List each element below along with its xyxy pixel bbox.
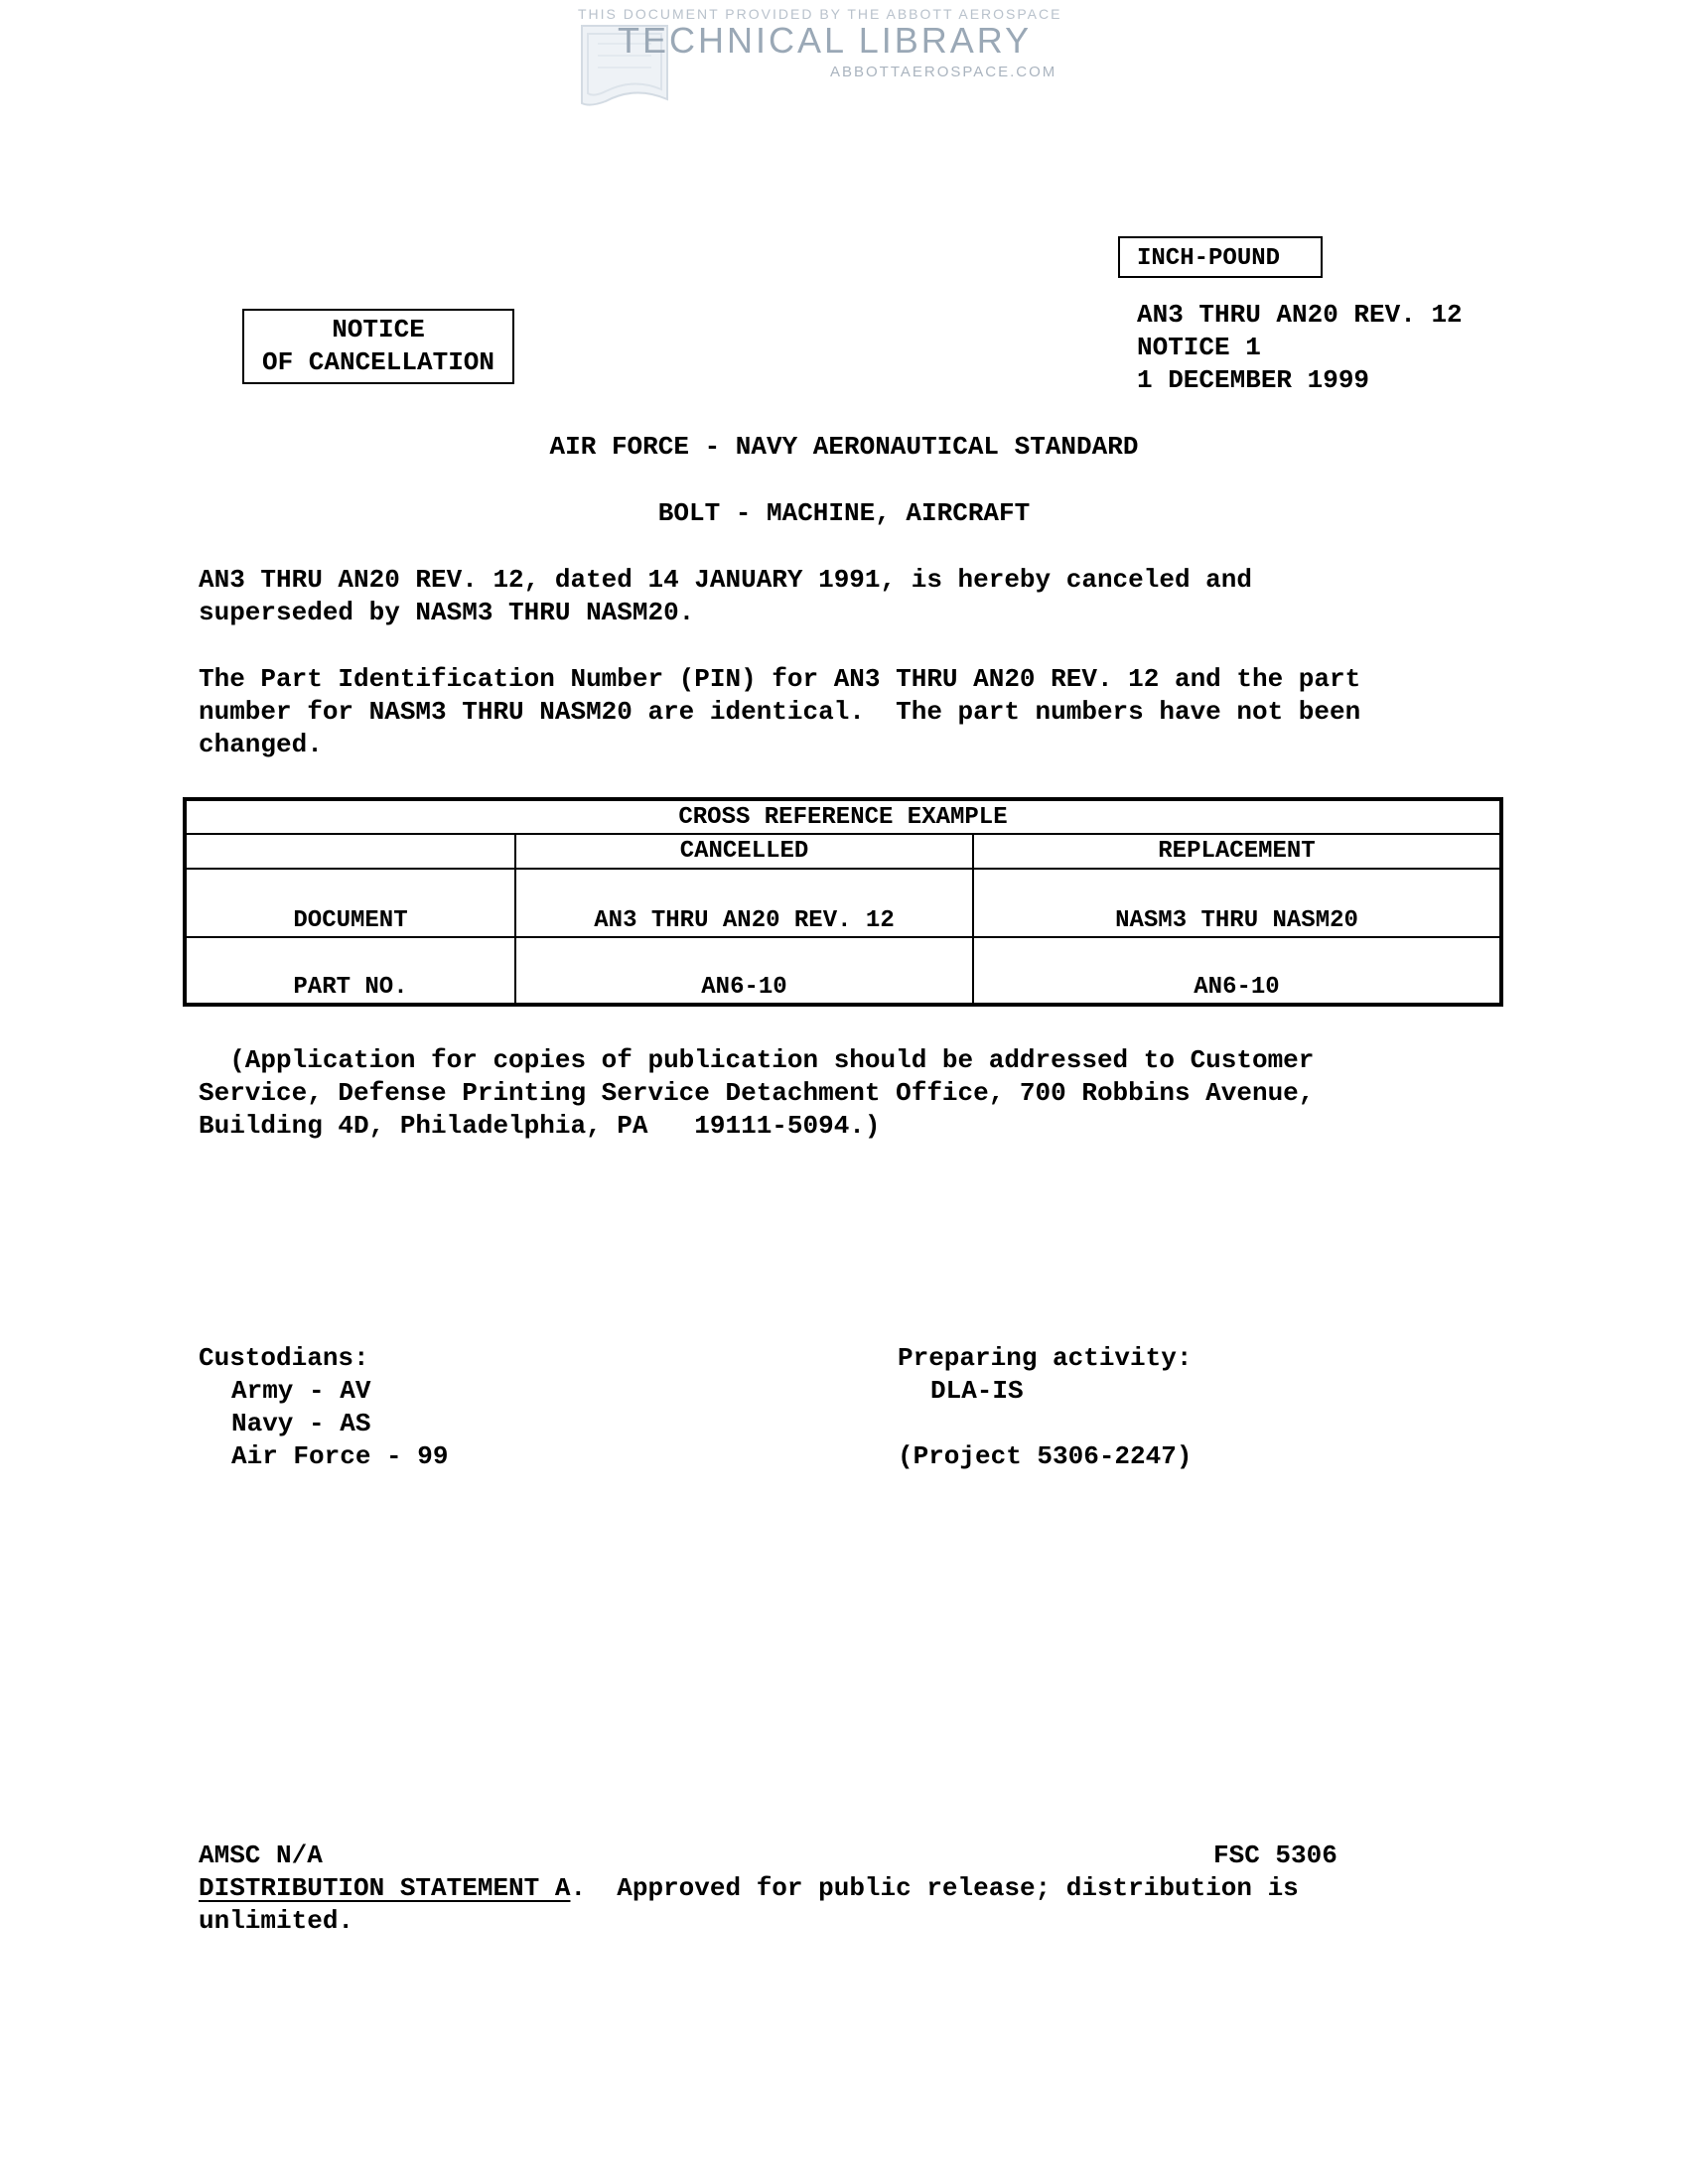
unit-label: INCH-POUND [1137,245,1281,272]
custodian-item: Navy - AS [231,1409,371,1438]
distribution-label: DISTRIBUTION STATEMENT A [199,1873,571,1903]
notice-number: NOTICE 1 [1137,333,1261,362]
para1-line1: AN3 THRU AN20 REV. 12, dated 14 JANUARY 1991, is hereby canceled and [199,565,1252,595]
row-replacement: NASM3 THRU NASM20 [973,869,1501,937]
watermark-line1: THIS DOCUMENT PROVIDED BY THE ABBOTT AEROSPACE [578,6,1062,22]
preparing-activity: DLA-IS [930,1376,1024,1406]
table-header-cancelled: CANCELLED [515,834,973,869]
application-line1: (Application for copies of publication should be addressed to Customer [199,1045,1315,1075]
row-label: DOCUMENT [185,869,515,937]
amsc: AMSC N/A [199,1841,323,1870]
title-line2: BOLT - MACHINE, AIRCRAFT [657,498,1031,528]
cross-reference-table [183,797,1503,1007]
row-label: PART NO. [185,937,515,1005]
table-title: CROSS REFERENCE EXAMPLE [185,799,1501,834]
fsc: FSC 5306 [1213,1841,1337,1870]
watermark [572,6,1088,115]
table-header-row [185,834,1501,869]
doc-date: 1 DECEMBER 1999 [1137,365,1370,395]
doc-id: AN3 THRU AN20 REV. 12 [1137,300,1463,330]
distribution-text: . Approved for public release; distribution is [570,1873,1299,1903]
table-row [185,937,1501,1005]
title-line1: AIR FORCE - NAVY AERONAUTICAL STANDARD [549,432,1139,462]
project-number: (Project 5306-2247) [898,1441,1193,1471]
application-line3: Building 4D, Philadelphia, PA 19111-5094.) [199,1111,881,1141]
distribution-statement [199,1872,1299,1905]
table-header-blank [185,834,515,869]
para2-line1: The Part Identification Number (PIN) for AN3 THRU AN20 REV. 12 and the part [199,664,1361,694]
distribution-line2: unlimited. [199,1906,354,1936]
row-replacement: AN6-10 [973,937,1501,1005]
custodian-item: Army - AV [231,1376,371,1406]
application-line2: Service, Defense Printing Service Detachment Office, 700 Robbins Avenue, [199,1078,1315,1108]
para1-line2: superseded by NASM3 THRU NASM20. [199,598,695,627]
table-header-replacement: REPLACEMENT [973,834,1501,869]
preparing-heading: Preparing activity: [898,1343,1193,1373]
para2-line3: changed. [199,730,323,759]
row-cancelled: AN6-10 [515,937,973,1005]
watermark-line3: ABBOTTAEROSPACE.COM [830,64,1057,80]
para2-line2: number for NASM3 THRU NASM20 are identical. The part numbers have not been [199,697,1361,727]
custodian-item: Air Force - 99 [231,1441,449,1471]
table-title-row [185,799,1501,834]
watermark-line2: TECHNICAL LIBRARY [618,20,1033,61]
notice-box-line2: OF CANCELLATION [261,347,495,377]
custodians-heading: Custodians: [199,1343,369,1373]
row-cancelled: AN3 THRU AN20 REV. 12 [515,869,973,937]
table-row [185,869,1501,937]
notice-box-line1: NOTICE [332,315,425,344]
